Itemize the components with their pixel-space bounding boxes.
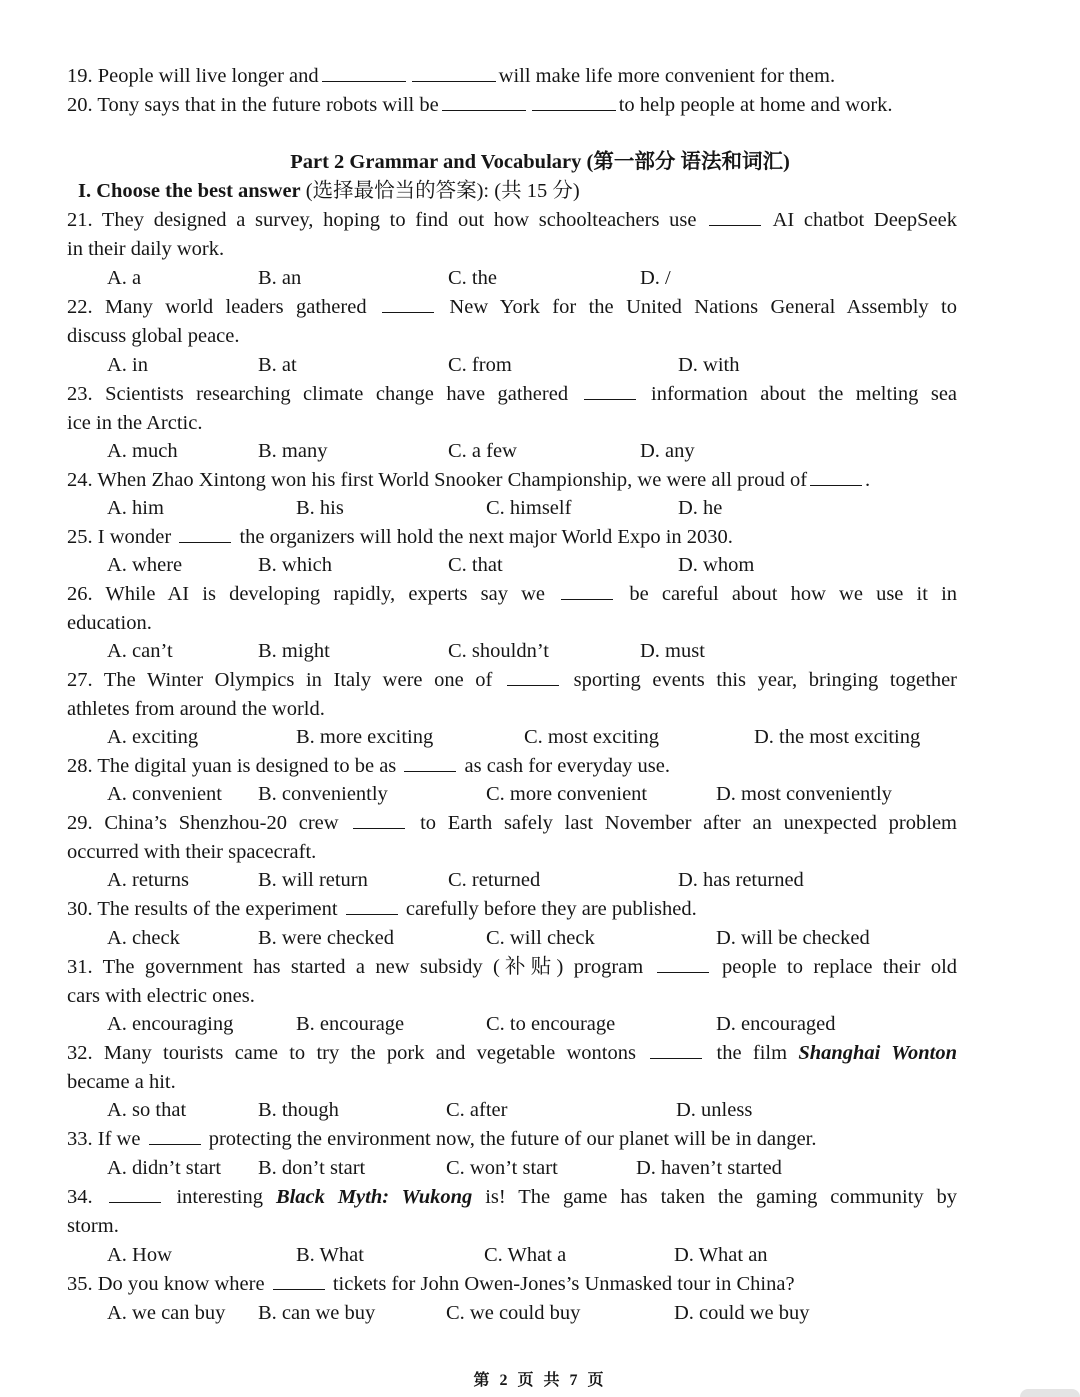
question-stem-rest: information about the melting sea bbox=[651, 383, 958, 405]
option-d[interactable]: D. could we buy bbox=[674, 1302, 810, 1324]
answer-blank[interactable] bbox=[709, 207, 761, 226]
answer-blank[interactable] bbox=[810, 467, 862, 486]
question-stem-rest: protecting the environment now, the future of our planet will be in danger. bbox=[208, 1128, 817, 1150]
answer-blank[interactable] bbox=[561, 581, 613, 600]
option-b[interactable]: B. though bbox=[258, 1099, 339, 1121]
option-b[interactable]: B. which bbox=[258, 554, 333, 576]
answer-blank[interactable] bbox=[412, 63, 496, 82]
question-27 bbox=[67, 666, 957, 695]
question-stem-rest: people to replace their old bbox=[721, 956, 958, 978]
option-a[interactable]: A. so that bbox=[107, 1099, 187, 1121]
option-b[interactable]: B. conveniently bbox=[258, 783, 388, 805]
question-stem-rest: AI chatbot DeepSeek bbox=[772, 209, 957, 231]
option-c[interactable]: C. we could buy bbox=[446, 1302, 581, 1324]
question-24 bbox=[67, 466, 957, 495]
question-35 bbox=[67, 1270, 957, 1299]
question-stem: 29. China’s Shenzhou-20 crew bbox=[67, 812, 339, 834]
question-25 bbox=[67, 523, 957, 552]
part-2-heading: Part 2 Grammar and Vocabulary (第一部分 语法和词汇) bbox=[290, 151, 790, 173]
question-19 bbox=[67, 62, 957, 91]
option-d[interactable]: D. unless bbox=[676, 1099, 753, 1121]
question-stem: 35. Do you know where bbox=[67, 1273, 265, 1295]
option-a[interactable]: A. convenient bbox=[107, 783, 222, 805]
question-26-line-2: education. bbox=[67, 612, 152, 634]
option-a[interactable]: A. much bbox=[107, 440, 178, 462]
option-d[interactable]: D. encouraged bbox=[716, 1013, 836, 1035]
question-stem-rest: as cash for everyday use. bbox=[464, 755, 671, 777]
question-21 bbox=[67, 206, 957, 235]
option-c[interactable]: C. himself bbox=[486, 497, 572, 519]
question-stem: 26. While AI is developing rapidly, experts say we bbox=[67, 583, 546, 605]
question-29-line-2: occurred with their spacecraft. bbox=[67, 841, 317, 863]
question-stem: 27. The Winter Olympics in Italy were one of bbox=[67, 669, 493, 691]
option-c[interactable]: C. a few bbox=[448, 440, 517, 462]
question-22-line-2: discuss global peace. bbox=[67, 325, 240, 347]
option-b[interactable]: B. don’t start bbox=[258, 1157, 366, 1179]
answer-blank[interactable] bbox=[179, 524, 231, 543]
option-c[interactable]: C. won’t start bbox=[446, 1157, 558, 1179]
option-d[interactable]: D. the most exciting bbox=[754, 726, 921, 748]
option-d[interactable]: D. has returned bbox=[678, 869, 804, 891]
option-c[interactable]: C. to encourage bbox=[486, 1013, 616, 1035]
page-curl-shadow bbox=[1020, 1389, 1080, 1397]
question-stem-rest: carefully before they are published. bbox=[405, 898, 697, 920]
question-stem: 24. When Zhao Xintong won his first World Snooker Championship, we were all proud of bbox=[67, 469, 808, 491]
question-23 bbox=[67, 380, 957, 409]
question-stem-rest: interesting bbox=[176, 1186, 264, 1208]
question-stem: 28. The digital yuan is designed to be as bbox=[67, 755, 397, 777]
option-a[interactable]: A. can’t bbox=[107, 640, 173, 662]
option-b[interactable]: B. at bbox=[258, 354, 297, 376]
answer-blank[interactable] bbox=[404, 753, 456, 772]
question-stem: 33. If we bbox=[67, 1128, 141, 1150]
section-label: I. Choose the best answer bbox=[78, 180, 301, 202]
question-19-stem: 19. People will live longer and bbox=[67, 65, 319, 87]
question-31 bbox=[67, 953, 957, 982]
question-28 bbox=[67, 752, 957, 781]
answer-blank[interactable] bbox=[650, 1040, 702, 1059]
question-stem: 21. They designed a survey, hoping to find out how schoolteachers use bbox=[67, 209, 697, 231]
option-a[interactable]: A. check bbox=[107, 927, 180, 949]
option-a[interactable]: A. encouraging bbox=[107, 1013, 234, 1035]
answer-blank[interactable] bbox=[149, 1126, 201, 1145]
question-stem: 22. Many world leaders gathered bbox=[67, 296, 367, 318]
option-b[interactable]: B. encourage bbox=[296, 1013, 405, 1035]
question-stem-rest: be careful about how we use it in bbox=[629, 583, 958, 605]
answer-blank[interactable] bbox=[273, 1271, 325, 1290]
option-a[interactable]: A. him bbox=[107, 497, 164, 519]
question-19-rest: will make life more convenient for them. bbox=[498, 65, 836, 87]
option-c[interactable]: C. after bbox=[446, 1099, 508, 1121]
question-stem-rest: the film bbox=[716, 1042, 788, 1064]
option-d[interactable]: D. / bbox=[640, 267, 671, 289]
option-c[interactable]: C. the bbox=[448, 267, 497, 289]
question-stem-tail: is! The game has taken the gaming community by bbox=[485, 1186, 958, 1208]
option-d[interactable]: D. haven’t started bbox=[636, 1157, 782, 1179]
option-c[interactable]: C. from bbox=[448, 354, 512, 376]
question-stem-rest: sporting events this year, bringing together bbox=[573, 669, 958, 691]
question-32-line-2: became a hit. bbox=[67, 1071, 176, 1093]
option-d[interactable]: D. most conveniently bbox=[716, 783, 892, 805]
question-29 bbox=[67, 809, 957, 838]
option-c[interactable]: C. more convenient bbox=[486, 783, 648, 805]
question-stem-rest: to Earth safely last November after an unexpected problem bbox=[420, 812, 958, 834]
answer-blank[interactable] bbox=[532, 92, 616, 111]
question-23-line-2: ice in the Arctic. bbox=[67, 412, 203, 434]
answer-blank[interactable] bbox=[109, 1184, 161, 1203]
option-a[interactable]: A. where bbox=[107, 554, 183, 576]
section-instruction bbox=[78, 177, 580, 206]
option-c[interactable]: C. returned bbox=[448, 869, 541, 891]
option-b[interactable]: B. his bbox=[296, 497, 344, 519]
answer-blank[interactable] bbox=[346, 896, 398, 915]
answer-blank[interactable] bbox=[584, 381, 636, 400]
question-stem: 30. The results of the experiment bbox=[67, 898, 338, 920]
option-c[interactable]: C. shouldn’t bbox=[448, 640, 549, 662]
question-31-line-2: cars with electric ones. bbox=[67, 985, 255, 1007]
option-d[interactable]: D. must bbox=[640, 640, 705, 662]
film-title: Shanghai Wonton bbox=[798, 1042, 958, 1064]
option-d[interactable]: D. What an bbox=[674, 1244, 768, 1266]
question-stem-rest: New York for the United Nations General Assembly to bbox=[449, 296, 957, 318]
option-d[interactable]: D. whom bbox=[678, 554, 755, 576]
question-stem-rest: the organizers will hold the next major World Expo in 2030. bbox=[239, 526, 733, 548]
option-c[interactable]: C. most exciting bbox=[524, 726, 659, 748]
option-c[interactable]: C. that bbox=[448, 554, 503, 576]
option-a[interactable]: A. exciting bbox=[107, 726, 199, 748]
option-b[interactable]: B. many bbox=[258, 440, 328, 462]
question-22 bbox=[67, 293, 957, 322]
option-a[interactable]: A. we can buy bbox=[107, 1302, 226, 1324]
question-stem: 31. The government has started a new subsidy (补贴) program bbox=[67, 956, 644, 978]
option-d[interactable]: D. any bbox=[640, 440, 695, 462]
question-21-line-2: in their daily work. bbox=[67, 238, 225, 260]
option-b[interactable]: B. might bbox=[258, 640, 330, 662]
section-note: (选择最恰当的答案): (共 15 分) bbox=[305, 180, 580, 202]
option-c[interactable]: C. will check bbox=[486, 927, 595, 949]
question-20 bbox=[67, 91, 957, 120]
question-stem: 34. bbox=[67, 1186, 93, 1208]
question-stem-rest: tickets for John Owen-Jones’s Unmasked tour in China? bbox=[332, 1273, 795, 1295]
answer-blank[interactable] bbox=[353, 810, 405, 829]
option-a[interactable]: A. in bbox=[107, 354, 148, 376]
question-20-stem: 20. Tony says that in the future robots will be bbox=[67, 94, 439, 116]
option-a[interactable]: A. returns bbox=[107, 869, 189, 891]
question-33 bbox=[67, 1125, 957, 1154]
question-32 bbox=[67, 1039, 957, 1068]
option-d[interactable]: D. will be checked bbox=[716, 927, 870, 949]
question-27-line-2: athletes from around the world. bbox=[67, 698, 325, 720]
page-number: 第 2 页 共 7 页 bbox=[473, 1372, 607, 1389]
option-b[interactable]: B. What bbox=[296, 1244, 364, 1266]
option-b[interactable]: B. can we buy bbox=[258, 1302, 376, 1324]
question-stem-rest: . bbox=[865, 469, 871, 491]
option-d[interactable]: D. he bbox=[678, 497, 723, 519]
answer-blank[interactable] bbox=[657, 954, 709, 973]
option-a[interactable]: A. a bbox=[107, 267, 142, 289]
option-a[interactable]: A. didn’t start bbox=[107, 1157, 222, 1179]
question-26 bbox=[67, 580, 957, 609]
question-20-rest: to help people at home and work. bbox=[618, 94, 893, 116]
answer-blank[interactable] bbox=[322, 63, 406, 82]
game-title: Black Myth: Wukong bbox=[275, 1186, 473, 1208]
option-b[interactable]: B. were checked bbox=[258, 927, 395, 949]
answer-blank[interactable] bbox=[382, 294, 434, 313]
question-34-line-2: storm. bbox=[67, 1215, 119, 1237]
question-stem: 25. I wonder bbox=[67, 526, 172, 548]
option-c[interactable]: C. What a bbox=[484, 1244, 567, 1266]
option-b[interactable]: B. will return bbox=[258, 869, 368, 891]
option-d[interactable]: D. with bbox=[678, 354, 740, 376]
option-a[interactable]: A. How bbox=[107, 1244, 172, 1266]
option-b[interactable]: B. an bbox=[258, 267, 302, 289]
question-30 bbox=[67, 895, 957, 924]
answer-blank[interactable] bbox=[507, 667, 559, 686]
question-stem: 23. Scientists researching climate change have gathered bbox=[67, 383, 569, 405]
option-b[interactable]: B. more exciting bbox=[296, 726, 434, 748]
question-34 bbox=[67, 1183, 957, 1212]
answer-blank[interactable] bbox=[442, 92, 526, 111]
question-stem: 32. Many tourists came to try the pork and vegetable wontons bbox=[67, 1042, 636, 1064]
